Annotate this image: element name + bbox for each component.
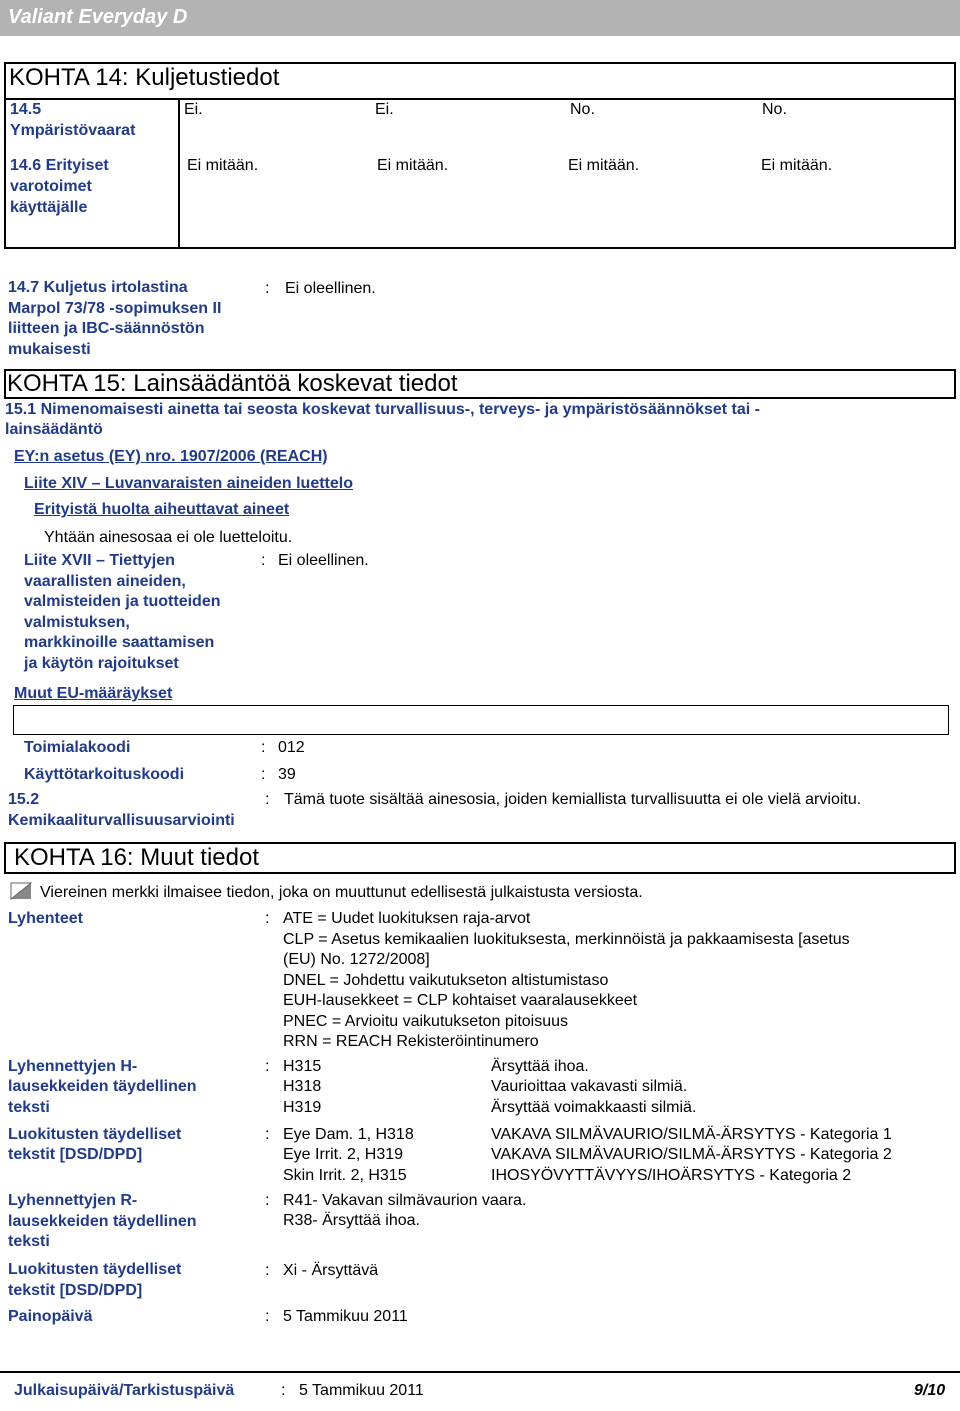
- row145-value-1: Ei.: [184, 101, 203, 118]
- other-eu-box: [13, 705, 949, 735]
- industry-code-label: Toimialakoodi: [24, 739, 131, 756]
- h-code: H319: [283, 1099, 322, 1116]
- row146-value-1: Ei mitään.: [187, 157, 259, 174]
- row146-value-4: Ei mitään.: [761, 157, 833, 174]
- footer-rule: [0, 1371, 960, 1373]
- change-marker-icon: [10, 882, 32, 900]
- page-number: 9/10: [914, 1382, 946, 1399]
- h-code: H315: [283, 1058, 322, 1075]
- class-code: Eye Irrit. 2, H319: [283, 1146, 404, 1163]
- class-code: Eye Dam. 1, H318: [283, 1126, 414, 1143]
- industry-code-value: 012: [278, 739, 305, 756]
- section14-title: KOHTA 14: Kuljetustiedot: [9, 64, 280, 91]
- section16-title: KOHTA 16: Muut tiedot: [14, 844, 260, 871]
- footer-colon: :: [281, 1382, 286, 1399]
- r-label-3: teksti: [8, 1233, 50, 1250]
- section15-title: KOHTA 15: Lainsäädäntöä koskevat tiedot: [7, 370, 458, 397]
- usage-code-colon: :: [261, 766, 266, 783]
- special-concern-heading: Erityistä huolta aiheuttavat aineet: [34, 501, 290, 518]
- section14-title-rule: [4, 98, 956, 100]
- abbr-colon: :: [265, 910, 270, 927]
- h-text: Ärsyttää voimakkaasti silmiä.: [491, 1099, 697, 1116]
- abbr-item: CLP = Asetus kemikaalien luokituksesta, merkinnöistä ja pakkaamisesta [asetus: [283, 930, 850, 948]
- row147-value: Ei oleellinen.: [285, 280, 376, 297]
- h-code: H318: [283, 1078, 322, 1095]
- class-code: Skin Irrit. 2, H315: [283, 1167, 407, 1184]
- footer-date-label: Julkaisupäivä/Tarkistuspäivä: [14, 1382, 235, 1399]
- row146-label-1: 14.6 Erityiset: [10, 157, 109, 174]
- sub152-colon: :: [265, 791, 270, 808]
- row145-value-4: No.: [762, 101, 787, 118]
- annex17-label-4: valmistuksen,: [24, 614, 130, 631]
- row145-label-1: 14.5: [10, 101, 42, 118]
- class2-label-1: Luokitusten täydelliset: [8, 1261, 182, 1278]
- abbr-item: ATE = Uudet luokituksen raja-arvot: [283, 910, 531, 927]
- annex17-label-2: vaarallisten aineiden,: [24, 573, 186, 590]
- row146-label-3: käyttäjälle: [10, 199, 88, 216]
- class-text: VAKAVA SILMÄVAURIO/SILMÄ-ÄRSYTYS - Kategoria 2: [491, 1146, 892, 1163]
- industry-code-colon: :: [261, 739, 266, 756]
- row147-label-4: mukaisesti: [8, 341, 91, 358]
- sub151-line1: 15.1 Nimenomaisesti ainetta tai seosta koskevat turvallisuus-, terveys- ja ympäristösäännökset tai -: [5, 401, 760, 418]
- class-text: IHOSYÖVYTTÄVYYS/IHOÄRSYTYS - Kategoria 2: [491, 1167, 852, 1184]
- print-date-label: Painopäivä: [8, 1308, 93, 1325]
- class-label-2: tekstit [DSD/DPD]: [8, 1146, 143, 1163]
- sub151-line2: lainsäädäntö: [5, 421, 103, 438]
- usage-code-value: 39: [278, 766, 296, 783]
- annex17-label-1: Liite XVII – Tiettyjen: [24, 552, 175, 569]
- row147-label-2: Marpol 73/78 -sopimuksen II: [8, 300, 222, 317]
- row145-value-3: No.: [570, 101, 595, 118]
- annex17-colon: :: [261, 552, 266, 569]
- annex17-label-3: valmisteiden ja tuotteiden: [24, 593, 221, 610]
- sub152-label-1: 15.2: [8, 791, 40, 808]
- row146-value-2: Ei mitään.: [377, 157, 449, 174]
- r-text: R38- Ärsyttää ihoa.: [283, 1212, 420, 1229]
- print-date-value: 5 Tammikuu 2011: [283, 1308, 408, 1325]
- marker-note: Viereinen merkki ilmaisee tiedon, joka on muuttunut edellisestä julkaistusta versiosta.: [40, 884, 643, 901]
- class2-label-2: tekstit [DSD/DPD]: [8, 1282, 143, 1299]
- sub152-label-2: Kemikaaliturvallisuusarviointi: [8, 812, 235, 829]
- annex17-label-5: markkinoille saattamisen: [24, 634, 215, 651]
- h-label-2: lausekkeiden täydellinen: [8, 1078, 197, 1095]
- abbr-item: EUH-lausekkeet = CLP kohtaiset vaaralausekkeet: [283, 992, 638, 1009]
- abbr-item: RRN = REACH Rekisteröintinumero: [283, 1033, 539, 1050]
- usage-code-label: Käyttötarkoituskoodi: [24, 766, 185, 783]
- row147-colon: :: [265, 280, 270, 297]
- row145-label-2: Ympäristövaarat: [10, 122, 136, 139]
- class-colon: :: [265, 1126, 270, 1143]
- section14-col-divider: [178, 98, 180, 249]
- h-text: Ärsyttää ihoa.: [491, 1058, 589, 1075]
- sub152-value: Tämä tuote sisältää ainesosia, joiden kemiallista turvallisuutta ei ole vielä arvioitu.: [284, 791, 862, 808]
- class-label-1: Luokitusten täydelliset: [8, 1126, 182, 1143]
- h-text: Vaurioittaa vakavasti silmiä.: [491, 1078, 688, 1095]
- abbr-item: (EU) No. 1272/2008]: [283, 951, 430, 968]
- other-eu-heading: Muut EU-määräykset: [14, 685, 173, 702]
- product-name: Valiant Everyday D: [8, 6, 188, 28]
- r-label-2: lausekkeiden täydellinen: [8, 1213, 197, 1230]
- h-colon: :: [265, 1058, 270, 1075]
- annex17-label-6: ja käytön rajoitukset: [24, 655, 179, 672]
- r-label-1: Lyhennettyjen R-: [8, 1192, 138, 1209]
- reach-heading: EY:n asetus (EY) nro. 1907/2006 (REACH): [14, 448, 328, 465]
- class2-value: Xi - Ärsyttävä: [283, 1262, 379, 1279]
- annex14-heading: Liite XIV – Luvanvaraisten aineiden luettelo: [24, 475, 353, 492]
- abbr-list: [283, 909, 850, 1053]
- row147-label-3: liitteen ja IBC-säännöstön: [8, 320, 205, 337]
- r-text: R41- Vakavan silmävaurion vaara.: [283, 1192, 527, 1209]
- class-text: VAKAVA SILMÄVAURIO/SILMÄ-ÄRSYTYS - Kategoria 1: [491, 1126, 892, 1143]
- footer-date: 5 Tammikuu 2011: [299, 1382, 424, 1399]
- print-date-colon: :: [265, 1308, 270, 1325]
- h-label-3: teksti: [8, 1099, 50, 1116]
- class2-colon: :: [265, 1262, 270, 1279]
- r-colon: :: [265, 1192, 270, 1209]
- h-label-1: Lyhennettyjen H-: [8, 1058, 138, 1075]
- none-listed-text: Yhtään ainesosaa ei ole luetteloitu.: [44, 529, 293, 546]
- annex17-value: Ei oleellinen.: [278, 552, 369, 569]
- row145-value-2: Ei.: [375, 101, 394, 118]
- row146-label-2: varotoimet: [10, 178, 92, 195]
- row147-label-1: 14.7 Kuljetus irtolastina: [8, 279, 188, 296]
- row146-value-3: Ei mitään.: [568, 157, 640, 174]
- abbr-item: PNEC = Arvioitu vaikutukseton pitoisuus: [283, 1012, 569, 1030]
- abbr-item: DNEL = Johdettu vaikutukseton altistumistaso: [283, 971, 609, 989]
- abbr-label: Lyhenteet: [8, 910, 83, 927]
